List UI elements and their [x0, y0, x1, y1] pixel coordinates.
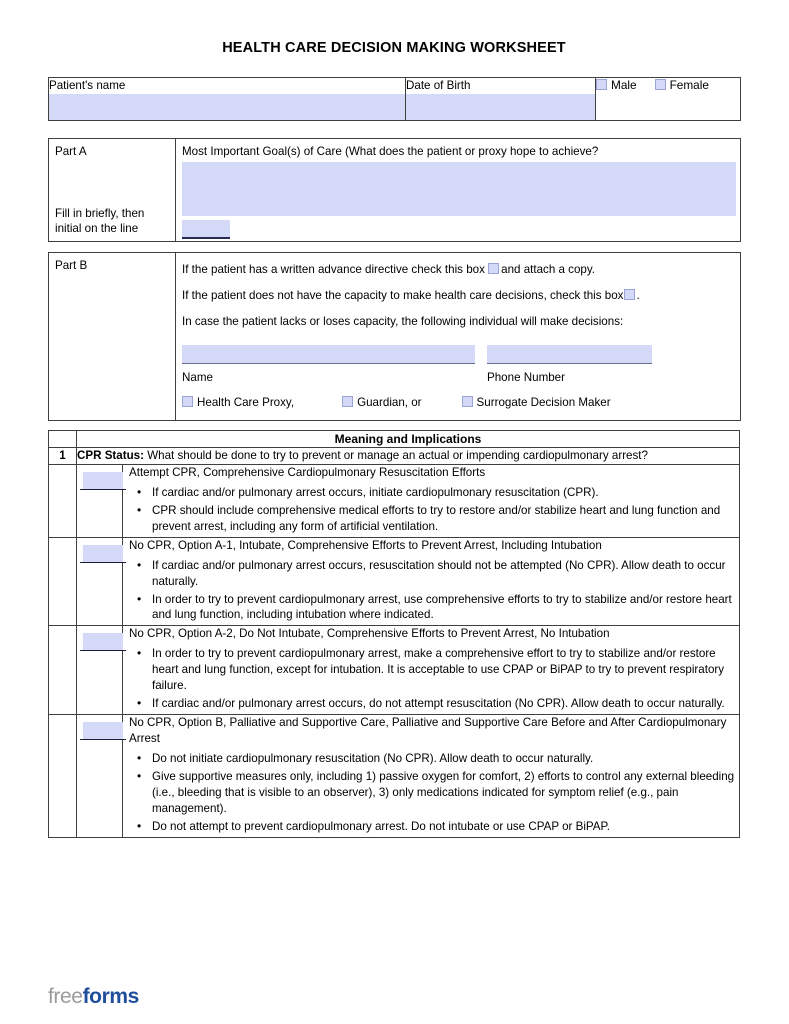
logo-forms-text: forms	[82, 985, 139, 1008]
part-b-label-cell	[49, 253, 176, 421]
option-3-select-cell[interactable]	[77, 626, 123, 715]
dob-label: Date of Birth	[406, 79, 471, 92]
option-2-number-cell	[49, 537, 77, 626]
table-row	[49, 78, 741, 121]
logo-free-text: free	[48, 985, 83, 1008]
option-4-number-cell	[49, 715, 77, 838]
page-title: HEALTH CARE DECISION MAKING WORKSHEET	[222, 40, 566, 56]
option-1-bullets	[123, 485, 739, 535]
capacity-checkbox[interactable]	[624, 289, 635, 300]
option-3-title: No CPR, Option A-2, Do Not Intubate, Comprehensive Efforts to Prevent Arrest, No Intubation	[129, 627, 610, 641]
proxy-name-input[interactable]	[182, 345, 475, 364]
option-2-signature-line	[80, 562, 126, 563]
surrogate-decision-maker-checkbox[interactable]	[462, 396, 473, 407]
option-4-select-cell[interactable]	[77, 715, 123, 838]
advance-directive-tail: and attach a copy.	[501, 263, 596, 276]
role-surrogate	[462, 395, 611, 411]
cpr-options-table	[48, 430, 740, 838]
male-label: Male	[611, 78, 637, 92]
option-2-bullets	[123, 558, 739, 624]
option-3-number-cell	[49, 626, 77, 715]
table-row	[49, 537, 740, 626]
option-3-initial-input[interactable]	[83, 633, 123, 650]
option-1-signature-line	[80, 489, 126, 490]
option-3-content	[123, 626, 740, 715]
goal-of-care-input[interactable]	[182, 162, 736, 216]
option-3-signature-line	[80, 650, 126, 651]
gender-cell	[596, 78, 741, 121]
part-a-content-cell	[176, 139, 741, 242]
table-row	[49, 715, 740, 838]
guardian-label: Guardian, or	[357, 396, 422, 409]
capacity-text: If the patient does not have the capacity to make health care decisions, check this box	[182, 289, 624, 302]
patient-name-cell	[49, 78, 406, 121]
capacity-line	[182, 288, 640, 304]
option-4-initial-input[interactable]	[83, 722, 123, 739]
table-row	[49, 448, 740, 465]
health-care-proxy-checkbox[interactable]	[182, 396, 193, 407]
list-item: • Do not attempt to prevent cardiopulmonary arrest. Do not intubate or use CPAP or BiPAP.	[150, 819, 739, 835]
female-checkbox[interactable]	[655, 79, 666, 90]
option-2-content	[123, 537, 740, 626]
part-a-instruction	[55, 206, 144, 237]
list-item: • In order to try to prevent cardiopulmonary arrest, use comprehensive efforts to try to stabilize and/or restore heart and lung function, including intubation where indicated.	[150, 592, 739, 624]
list-item: • Do not initiate cardiopulmonary resuscitation (No CPR). Allow death to occur naturally.	[150, 751, 739, 767]
option-2-title: No CPR, Option A-1, Intubate, Comprehensive Efforts to Prevent Arrest, Including Intubation	[129, 538, 602, 552]
part-a-label-cell	[49, 139, 176, 242]
advance-directive-text: If the patient has a written advance directive check this box	[182, 263, 485, 276]
initials-input[interactable]	[182, 220, 230, 239]
health-care-proxy-label: Health Care Proxy,	[197, 396, 295, 409]
list-item: • In order to try to prevent cardiopulmonary arrest, make a comprehensive effort to try to stabilize and/or restore heart and lung function, except for intubation. It is acceptable to use CPAP or BiPAP to try to prevent respiratory failure.	[150, 646, 739, 694]
table-row	[49, 253, 741, 421]
proxy-phone-label: Phone Number	[487, 371, 565, 384]
list-item: • Give supportive measures only, including 1) passive oxygen for comfort, 2) efforts to control any external bleeding (i.e., bleeding that is visible to an observer), 3) only medications indicated for symptom relief (e.g., pain management).	[150, 769, 739, 817]
option-1-title: Attempt CPR, Comprehensive Cardiopulmonary Resuscitation Efforts	[129, 465, 486, 479]
patient-name-input[interactable]	[49, 94, 405, 120]
option-3-bullets	[123, 646, 739, 712]
dob-cell	[406, 78, 596, 121]
male-checkbox[interactable]	[596, 79, 607, 90]
list-item: • CPR should include comprehensive medical efforts to try to restore and/or stabilize heart and lung function and prevent arrest, including any form of artificial ventilation.	[150, 503, 739, 535]
list-item: • If cardiac and/or pulmonary arrest occurs, initiate cardiopulmonary resuscitation (CPR).	[150, 485, 739, 501]
decision-maker-line: In case the patient lacks or loses capacity, the following individual will make decisions:	[182, 315, 624, 328]
patient-info-table	[48, 77, 741, 121]
cpr-status-question	[77, 448, 740, 465]
option-4-content	[123, 715, 740, 838]
option-4-bullets	[123, 751, 739, 835]
dob-input[interactable]	[406, 94, 595, 120]
option-1-content	[123, 464, 740, 537]
table-header-row	[49, 431, 740, 448]
list-item: • If cardiac and/or pulmonary arrest occurs, resuscitation should not be attempted (No CPR). Allow death to occur naturally.	[150, 558, 739, 590]
surrogate-decision-maker-label: Surrogate Decision Maker	[476, 396, 611, 409]
option-4-signature-line	[80, 739, 126, 740]
advance-directive-line	[182, 262, 595, 278]
proxy-phone-input[interactable]	[487, 345, 652, 364]
goal-of-care-prompt: Most Important Goal(s) of Care (What does the patient or proxy hope to achieve?	[182, 145, 599, 158]
option-1-initial-input[interactable]	[83, 472, 123, 489]
guardian-checkbox[interactable]	[342, 396, 353, 407]
part-b-content-cell	[176, 253, 741, 421]
part-a-label: Part A	[55, 145, 87, 158]
capacity-tail: .	[636, 289, 640, 302]
proxy-name-label: Name	[182, 371, 213, 384]
option-1-select-cell[interactable]	[77, 464, 123, 537]
advance-directive-checkbox[interactable]	[488, 263, 499, 274]
patient-name-label: Patient's name	[49, 79, 126, 92]
header-number-cell	[49, 431, 77, 448]
part-a-instruction-line2: initial on the line	[55, 222, 139, 236]
role-checkbox-row	[182, 395, 611, 411]
list-item: • If cardiac and/or pulmonary arrest occurs, do not attempt resuscitation (No CPR). Allow death to occur naturally.	[150, 696, 739, 712]
female-label: Female	[669, 78, 709, 92]
part-a-instruction-line1: Fill in briefly, then	[55, 206, 145, 220]
role-guardian	[342, 395, 421, 411]
table-row	[49, 139, 741, 242]
table-row	[49, 464, 740, 537]
part-b-table	[48, 252, 741, 421]
option-1-number-cell	[49, 464, 77, 537]
row-number: 1	[49, 448, 77, 465]
table-row	[49, 626, 740, 715]
cpr-status-label: CPR Status:	[77, 449, 144, 463]
part-b-label: Part B	[55, 259, 88, 272]
option-2-initial-input[interactable]	[83, 545, 123, 562]
part-a-table	[48, 138, 741, 242]
option-4-title: No CPR, Option B, Palliative and Supportive Care, Palliative and Supportive Care Before and After Cardiopulmonary Arrest	[129, 716, 727, 746]
freeforms-logo	[48, 985, 139, 1009]
option-2-select-cell[interactable]	[77, 537, 123, 626]
role-proxy	[182, 395, 294, 411]
meaning-implications-header: Meaning and Implications	[77, 431, 740, 448]
cpr-status-question-text: What should be done to try to prevent or manage an actual or impending cardiopulmonary arrest?	[144, 449, 648, 463]
